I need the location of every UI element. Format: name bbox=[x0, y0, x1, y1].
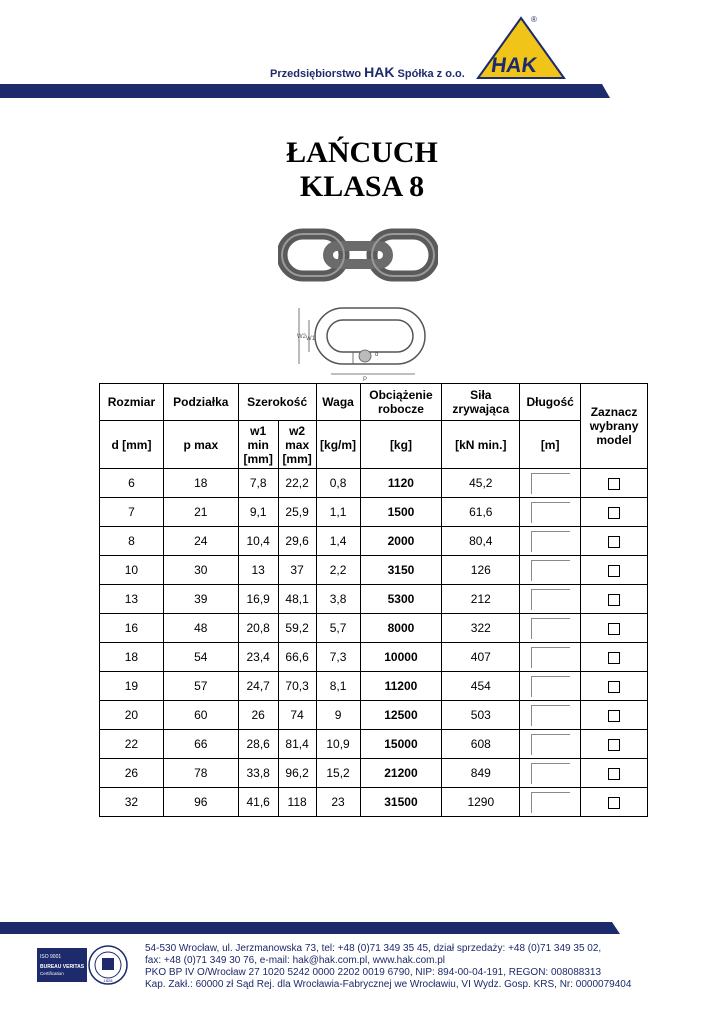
cell-waga: 1,4 bbox=[316, 527, 360, 556]
length-input[interactable] bbox=[531, 647, 570, 668]
select-cell bbox=[581, 469, 648, 498]
cert-iso: ISO 9001 bbox=[40, 954, 62, 960]
cell-sila: 126 bbox=[442, 556, 520, 585]
cell-w1: 24,7 bbox=[238, 672, 278, 701]
cell-sila: 608 bbox=[442, 730, 520, 759]
logo-text: HAK bbox=[489, 54, 539, 77]
cell-waga: 0,8 bbox=[316, 469, 360, 498]
cell-sila: 212 bbox=[442, 585, 520, 614]
cell-obciazenie: 1120 bbox=[360, 469, 442, 498]
cell-podzialka: 60 bbox=[163, 701, 238, 730]
table-row bbox=[100, 730, 648, 759]
cell-w2: 22,2 bbox=[278, 469, 316, 498]
table-row bbox=[100, 556, 648, 585]
footer-bar bbox=[0, 922, 620, 934]
table-row bbox=[100, 469, 648, 498]
length-cell bbox=[520, 527, 581, 556]
length-cell bbox=[520, 759, 581, 788]
page-subtitle: KLASA 8 bbox=[299, 170, 425, 203]
cell-w1: 26 bbox=[238, 701, 278, 730]
cell-podzialka: 39 bbox=[163, 585, 238, 614]
select-checkbox[interactable] bbox=[608, 768, 620, 780]
length-input[interactable] bbox=[531, 763, 570, 784]
length-cell bbox=[520, 585, 581, 614]
select-checkbox[interactable] bbox=[608, 739, 620, 751]
cell-w1: 10,4 bbox=[238, 527, 278, 556]
length-input[interactable] bbox=[531, 705, 570, 726]
cell-w2: 118 bbox=[278, 788, 316, 817]
cell-waga: 10,9 bbox=[316, 730, 360, 759]
cell-w2: 48,1 bbox=[278, 585, 316, 614]
table-row bbox=[100, 498, 648, 527]
cell-w1: 13 bbox=[238, 556, 278, 585]
cell-waga: 7,3 bbox=[316, 643, 360, 672]
select-cell bbox=[581, 730, 648, 759]
select-checkbox[interactable] bbox=[608, 565, 620, 577]
cell-podzialka: 54 bbox=[163, 643, 238, 672]
cell-w2: 29,6 bbox=[278, 527, 316, 556]
select-cell bbox=[581, 643, 648, 672]
unit-sila: [kN min.] bbox=[442, 421, 520, 469]
select-checkbox[interactable] bbox=[608, 681, 620, 693]
cell-w2: 59,2 bbox=[278, 614, 316, 643]
cell-w1: 33,8 bbox=[238, 759, 278, 788]
footer-registry: Kap. Zakł.: 60000 zł Sąd Rej. dla Wrocławia-Fabrycznej we Wrocławiu, VI Wydz. Gosp. KRS, Nr: 0000079404 bbox=[145, 979, 632, 990]
chain-photo bbox=[278, 226, 438, 284]
cell-obciazenie: 12500 bbox=[360, 701, 442, 730]
cell-rozmiar: 26 bbox=[100, 759, 164, 788]
cell-sila: 80,4 bbox=[442, 527, 520, 556]
cell-w1: 28,6 bbox=[238, 730, 278, 759]
cell-obciazenie: 8000 bbox=[360, 614, 442, 643]
length-cell bbox=[520, 614, 581, 643]
table-row bbox=[100, 585, 648, 614]
cell-obciazenie: 11200 bbox=[360, 672, 442, 701]
company-prefix: Przedsiębiorstwo bbox=[270, 68, 362, 80]
cell-podzialka: 24 bbox=[163, 527, 238, 556]
cell-obciazenie: 1500 bbox=[360, 498, 442, 527]
length-cell bbox=[520, 556, 581, 585]
header-bar bbox=[0, 84, 610, 98]
select-checkbox[interactable] bbox=[608, 797, 620, 809]
cell-rozmiar: 20 bbox=[100, 701, 164, 730]
cell-w1: 7,8 bbox=[238, 469, 278, 498]
length-cell bbox=[520, 730, 581, 759]
select-cell bbox=[581, 556, 648, 585]
length-input[interactable] bbox=[531, 560, 570, 581]
unit-rozmiar: d [mm] bbox=[100, 421, 164, 469]
cell-w2: 25,9 bbox=[278, 498, 316, 527]
hak-logo bbox=[476, 16, 566, 80]
select-cell bbox=[581, 759, 648, 788]
cell-waga: 5,7 bbox=[316, 614, 360, 643]
cell-sila: 322 bbox=[442, 614, 520, 643]
cell-waga: 3,8 bbox=[316, 585, 360, 614]
seal-year: 1828 bbox=[103, 978, 113, 983]
table-row bbox=[100, 527, 648, 556]
page-title: ŁAŃCUCH bbox=[286, 136, 438, 169]
cell-obciazenie: 2000 bbox=[360, 527, 442, 556]
spec-table bbox=[99, 383, 648, 817]
unit-w2: w2 max [mm] bbox=[278, 421, 316, 469]
select-cell bbox=[581, 527, 648, 556]
cell-obciazenie: 31500 bbox=[360, 788, 442, 817]
length-input[interactable] bbox=[531, 589, 570, 610]
footer-contact bbox=[145, 943, 631, 991]
footer-bank: PKO BP IV O/Wrocław 27 1020 5242 0000 2202 0019 6790, NIP: 894-00-04-191, REGON: 008088313 bbox=[145, 967, 602, 978]
cell-w1: 20,8 bbox=[238, 614, 278, 643]
unit-obciazenie: [kg] bbox=[360, 421, 442, 469]
length-cell bbox=[520, 672, 581, 701]
cert-bureau: BUREAU VERITAS bbox=[40, 964, 85, 970]
select-cell bbox=[581, 672, 648, 701]
select-cell bbox=[581, 614, 648, 643]
cell-waga: 23 bbox=[316, 788, 360, 817]
length-input[interactable] bbox=[531, 531, 570, 552]
cell-rozmiar: 6 bbox=[100, 469, 164, 498]
label-w2: W2 bbox=[297, 334, 306, 340]
select-cell bbox=[581, 701, 648, 730]
cell-sila: 1290 bbox=[442, 788, 520, 817]
registered-mark: ® bbox=[531, 15, 537, 24]
cell-sila: 407 bbox=[442, 643, 520, 672]
header-waga: Waga bbox=[316, 384, 360, 421]
bureau-veritas-logo bbox=[37, 944, 129, 986]
select-checkbox[interactable] bbox=[608, 478, 620, 490]
cell-w1: 16,9 bbox=[238, 585, 278, 614]
cell-rozmiar: 32 bbox=[100, 788, 164, 817]
header-rozmiar: Rozmiar bbox=[100, 384, 164, 421]
cell-podzialka: 78 bbox=[163, 759, 238, 788]
cell-w1: 23,4 bbox=[238, 643, 278, 672]
cell-waga: 8,1 bbox=[316, 672, 360, 701]
header-dlugosc: Długość bbox=[520, 384, 581, 421]
cell-sila: 503 bbox=[442, 701, 520, 730]
length-input[interactable] bbox=[531, 618, 570, 639]
length-input[interactable] bbox=[531, 502, 570, 523]
cell-waga: 9 bbox=[316, 701, 360, 730]
cell-rozmiar: 10 bbox=[100, 556, 164, 585]
cell-w2: 70,3 bbox=[278, 672, 316, 701]
cell-podzialka: 66 bbox=[163, 730, 238, 759]
cell-sila: 45,2 bbox=[442, 469, 520, 498]
table-row bbox=[100, 701, 648, 730]
cell-rozmiar: 13 bbox=[100, 585, 164, 614]
cell-podzialka: 21 bbox=[163, 498, 238, 527]
select-cell bbox=[581, 788, 648, 817]
cell-w1: 9,1 bbox=[238, 498, 278, 527]
length-input[interactable] bbox=[531, 792, 570, 813]
select-cell bbox=[581, 498, 648, 527]
select-checkbox[interactable] bbox=[608, 652, 620, 664]
cell-rozmiar: 8 bbox=[100, 527, 164, 556]
company-suffix: Spółka z o.o. bbox=[397, 68, 465, 80]
cell-obciazenie: 5300 bbox=[360, 585, 442, 614]
table-row bbox=[100, 759, 648, 788]
cell-w2: 96,2 bbox=[278, 759, 316, 788]
chain-link-diagram bbox=[293, 298, 429, 382]
cell-sila: 61,6 bbox=[442, 498, 520, 527]
label-p: P bbox=[363, 377, 368, 382]
cell-podzialka: 48 bbox=[163, 614, 238, 643]
header-podzialka: Podziałka bbox=[163, 384, 238, 421]
cell-podzialka: 57 bbox=[163, 672, 238, 701]
select-cell bbox=[581, 585, 648, 614]
header-obciazenie: Obciążenie robocze bbox=[360, 384, 442, 421]
select-checkbox[interactable] bbox=[608, 594, 620, 606]
cell-waga: 15,2 bbox=[316, 759, 360, 788]
spec-table-body bbox=[100, 469, 648, 817]
cert-label: Certification bbox=[40, 971, 64, 976]
cell-rozmiar: 16 bbox=[100, 614, 164, 643]
company-brand: HAK bbox=[364, 64, 395, 80]
cell-w1: 41,6 bbox=[238, 788, 278, 817]
company-name bbox=[270, 64, 465, 80]
cell-waga: 2,2 bbox=[316, 556, 360, 585]
unit-dlugosc: [m] bbox=[520, 421, 581, 469]
cell-sila: 454 bbox=[442, 672, 520, 701]
cell-rozmiar: 19 bbox=[100, 672, 164, 701]
table-row bbox=[100, 614, 648, 643]
length-cell bbox=[520, 498, 581, 527]
length-cell bbox=[520, 469, 581, 498]
cell-obciazenie: 10000 bbox=[360, 643, 442, 672]
header-sila: Siła zrywająca bbox=[442, 384, 520, 421]
table-row bbox=[100, 672, 648, 701]
table-row bbox=[100, 788, 648, 817]
cell-sila: 849 bbox=[442, 759, 520, 788]
cell-w2: 37 bbox=[278, 556, 316, 585]
header-szerokosc: Szerokość bbox=[238, 384, 316, 421]
select-checkbox[interactable] bbox=[608, 710, 620, 722]
cell-waga: 1,1 bbox=[316, 498, 360, 527]
unit-waga: [kg/m] bbox=[316, 421, 360, 469]
select-checkbox[interactable] bbox=[608, 623, 620, 635]
unit-w1: w1 min [mm] bbox=[238, 421, 278, 469]
cell-obciazenie: 3150 bbox=[360, 556, 442, 585]
cell-podzialka: 96 bbox=[163, 788, 238, 817]
cell-obciazenie: 15000 bbox=[360, 730, 442, 759]
length-input[interactable] bbox=[531, 473, 570, 494]
select-checkbox[interactable] bbox=[608, 536, 620, 548]
cell-rozmiar: 22 bbox=[100, 730, 164, 759]
length-cell bbox=[520, 788, 581, 817]
unit-podzialka: p max bbox=[163, 421, 238, 469]
footer-address: 54-530 Wrocław, ul. Jerzmanowska 73, tel: +48 (0)71 349 35 45, dział sprzedaży: +48 (0)71 349 35 02, bbox=[145, 943, 602, 954]
cell-obciazenie: 21200 bbox=[360, 759, 442, 788]
footer-fax-email: fax: +48 (0)71 349 30 76, e-mail: hak@hak.com.pl, www.hak.com.pl bbox=[145, 955, 446, 966]
cell-rozmiar: 7 bbox=[100, 498, 164, 527]
cell-w2: 66,6 bbox=[278, 643, 316, 672]
length-cell bbox=[520, 643, 581, 672]
cell-rozmiar: 18 bbox=[100, 643, 164, 672]
length-input[interactable] bbox=[531, 676, 570, 697]
header-zaznacz: Zaznacz wybrany model bbox=[581, 384, 648, 469]
cell-podzialka: 18 bbox=[163, 469, 238, 498]
label-w1: W1 bbox=[306, 336, 315, 342]
select-checkbox[interactable] bbox=[608, 507, 620, 519]
table-row bbox=[100, 643, 648, 672]
cell-w2: 81,4 bbox=[278, 730, 316, 759]
label-d: d bbox=[375, 352, 379, 358]
cell-w2: 74 bbox=[278, 701, 316, 730]
length-cell bbox=[520, 701, 581, 730]
cell-podzialka: 30 bbox=[163, 556, 238, 585]
length-input[interactable] bbox=[531, 734, 570, 755]
